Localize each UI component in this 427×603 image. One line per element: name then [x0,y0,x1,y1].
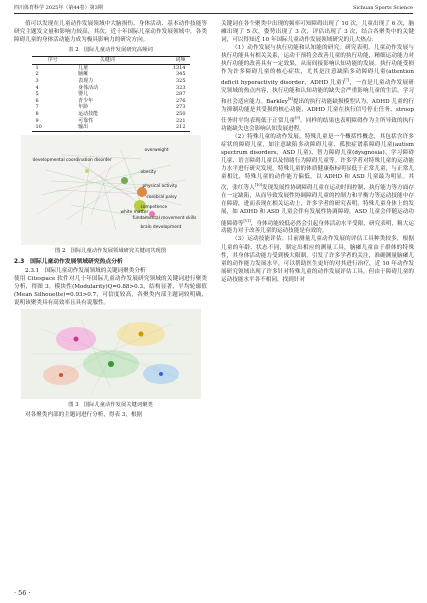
table-row [32,98,190,105]
table-cell: 身体活动 [78,84,99,91]
table-cell: 345 [175,71,186,78]
running-header [14,4,413,14]
table-row [32,64,190,71]
table-cell: 273 [175,104,186,111]
table-cell: 年龄 [78,104,89,111]
paragraph: （3）运动技能评估。目前测量儿童动作发展的评估工具种类较多，根据儿童的年龄、状态不同，制定出相应的测量工具，脑瘫儿童由于群体的特殊性，其身体活动能力受到极大限制，引发了许多学者的关注，准确测量脑瘫儿童的动作能力发展水平，可以帮助医生更好的对其进行治疗，近 10 年动作发展研究领域出现了许多针对特殊儿童的动作发展评估工具，但由于障碍儿童的运动技能水平各不相同，找到针对 [221,236,414,283]
table-row [32,111,190,118]
fig1-node: overweight [144,147,169,153]
table-cell: 可靠性 [78,117,94,124]
paragraph: 值可以发现在儿童动作发展领域中大脑损伤、身体活动、基本动作技能等研究主题发文量和影响力较高，其次，近十年国际儿童动作发展领域中，各类障碍儿童的身体活动能力成为极具影响力的研究方向。 [14,21,207,44]
citation: [11] [243,218,251,223]
table-cell: 运动技能 [78,110,99,117]
table-row [32,78,190,85]
table-cell: 青少年 [78,97,94,104]
table-cell: 脑瘫 [78,71,89,78]
fig1-node: physical activity [142,183,178,189]
table-cell: 儿童 [78,64,89,71]
table-cell: 325 [175,77,186,84]
table-cell: 250 [175,110,186,117]
table-cell: 7 [35,104,39,111]
table-row [32,104,190,111]
table-cell: 287 [175,91,186,98]
page-number: · 56 · [14,589,31,597]
figure-caption: 图 2 国际儿童动作发展领域研究关键词共现图 [55,247,166,254]
cluster-map [21,309,201,399]
paragraph: （1）动作发展与执行功能和认知能的研究。研究表明，儿童动作发展与执行功能具有相关关系，运动干预将会改善儿童的执行功能，精细运动能力对执行功能的改善具有一定效果，从而间接影响认知功能的发展。执行功能受损作为许多障碍儿童的核心症状，尤其是注意缺陷多动障碍儿童(attention deficit hyperactivity disorder，ADHD 儿童)[7]，一直是儿童动作发展研究领域的热点内容，执行功能和认知功能的缺失会严重影响儿童的生活、学习和社会适应能力。Barkley[8]提出的执行功能缺损模型认为，ADHD 儿童的行为抑制功能是其受损的核心功能，ADHD 儿童在执行信号停止任务、stroop 任务时平均表现低于正常儿童[9]。同样的结果也表明障碍作为主所导致的执行功能缺失也会影响认知发展进程。 [221,45,414,133]
table-row [32,124,190,131]
table-cell: 276 [175,97,186,104]
table-cell: 婴儿 [78,91,89,98]
fig1-node: developmental coordination disorder [32,157,112,163]
paragraph: 对各聚类内部的主题词进行分析，得表 3，根据 [25,412,143,419]
keyword-cluster-figure [21,309,201,399]
fig1-node: competence [140,204,168,210]
table-row [32,71,190,78]
paragraph: 使用 Citespace 软件对几十年国际儿童动作发展研究领域的关键词进行聚类分析，得图 3。模块性(Modularity)Q=0.88>0.3，结构显著，平均轮廓值(Mean Silhouette)=0.93>0.7，可信度较高，各聚类内部主题词较明确，说明该聚类具有高效率且具有说服性。 [14,275,207,306]
fig1-node: white matter [120,209,149,215]
table-cell: 221 [175,117,186,124]
fig1-node: fundamental movement skills [132,215,197,221]
section-heading: 2.3 国际儿童动作发展领域研究热点分析 [14,258,123,265]
journal-issue: 四川体育科学 2025年（第44卷）第3期 [14,5,103,11]
citation: [8] [287,97,293,102]
table-cell: 9 [35,117,39,124]
table-cell: 6 [35,97,39,104]
table-row [32,118,190,125]
table-cell: 1314 [172,64,186,71]
journal-name: Sichuan Sports Science [352,5,413,11]
node-marker [85,169,89,173]
table-cell: 323 [175,84,186,91]
citation: [7] [344,78,350,83]
subsection-heading: 2.3.1 国际儿童动作发展领域的关键词聚类分析 [25,267,146,274]
right-column [221,20,414,284]
table-row [32,85,190,92]
table-cell: 5 [35,91,39,98]
fig1-node: obesity [140,169,157,175]
table-cell: 2 [35,71,39,78]
table-header-cell: 词频 [140,57,189,65]
table-cell: 4 [35,84,39,91]
table-cell: 输出 [74,124,140,131]
node-marker [121,177,128,184]
table-cell: 1 [35,64,39,71]
left-column [14,20,207,419]
keyword-cooccurrence-figure [21,135,201,245]
figure-caption: 图 3 国际儿童动作发展关键词聚类 [68,402,153,409]
table-caption: 表 2 国际儿童动作发展研究高频词 [68,47,153,54]
paragraph: 关键词在各个聚类中出现的频率可知障碍出现了 10 次，儿童出现了 6 次，脑瘫出现了 5 次，姿势出现了 3 次，评估出现了 3 次，结合各聚类中的关键词，可以得知近 10 年国际儿童动作发展领域研究的几大热点： [221,21,414,44]
citation: [9] [295,116,301,121]
keyword-table [32,56,190,132]
fig1-node: brain development [140,224,182,230]
table-cell: 212 [140,124,189,131]
paragraph: （2）特殊儿童的动作发展。特殊儿童是一个概括性概念，其包括含许多症状的障碍儿童，如注意缺陷多动障碍儿童、孤独症谱系障碍儿童(autism spectrum disorders，ASD 儿童)、智力障碍儿童(dysgnosia)、学习障碍儿童、语言障碍儿童以及情绪行为障碍儿童等。许多学者对特殊儿童的运动能力水平进行研究发现，特殊儿童的体质健康指标明显低于正常儿童，与正常儿童相比，特殊儿童的动作能力偏低，以 ADHD 和 ASD 儿童最为明显。其次，张红等人[10]发现发展性协调障碍儿童在运动时间控制、执行能力等方面存在一定缺陷，从而导致发展性协调障碍儿童的控制力和平衡力等运动技能中存在障碍，进而表现在相关运动上，许多学者的研究表明，特殊儿童身体上的发展，如 ADHD 和 ASD 儿童会伴有发展性协调障碍，ASD 儿童会伴随运动功能障碍等[11]，身体功能较低必然会引起身体活动水平受限，研究表明，粗大运动能力对于改善儿童的运动技能是有效的。 [221,134,414,235]
fig1-node: cerebral palsy [146,194,177,200]
table-header-cell: 关键词 [74,57,140,65]
citation: [10] [254,183,262,188]
table-cell: 8 [35,110,39,117]
table-cell: 10 [32,124,75,131]
table-header-cell: 序号 [32,57,75,65]
table-row [32,91,190,98]
table-cell: 3 [35,77,39,84]
table-cell: 表现力 [78,77,94,84]
